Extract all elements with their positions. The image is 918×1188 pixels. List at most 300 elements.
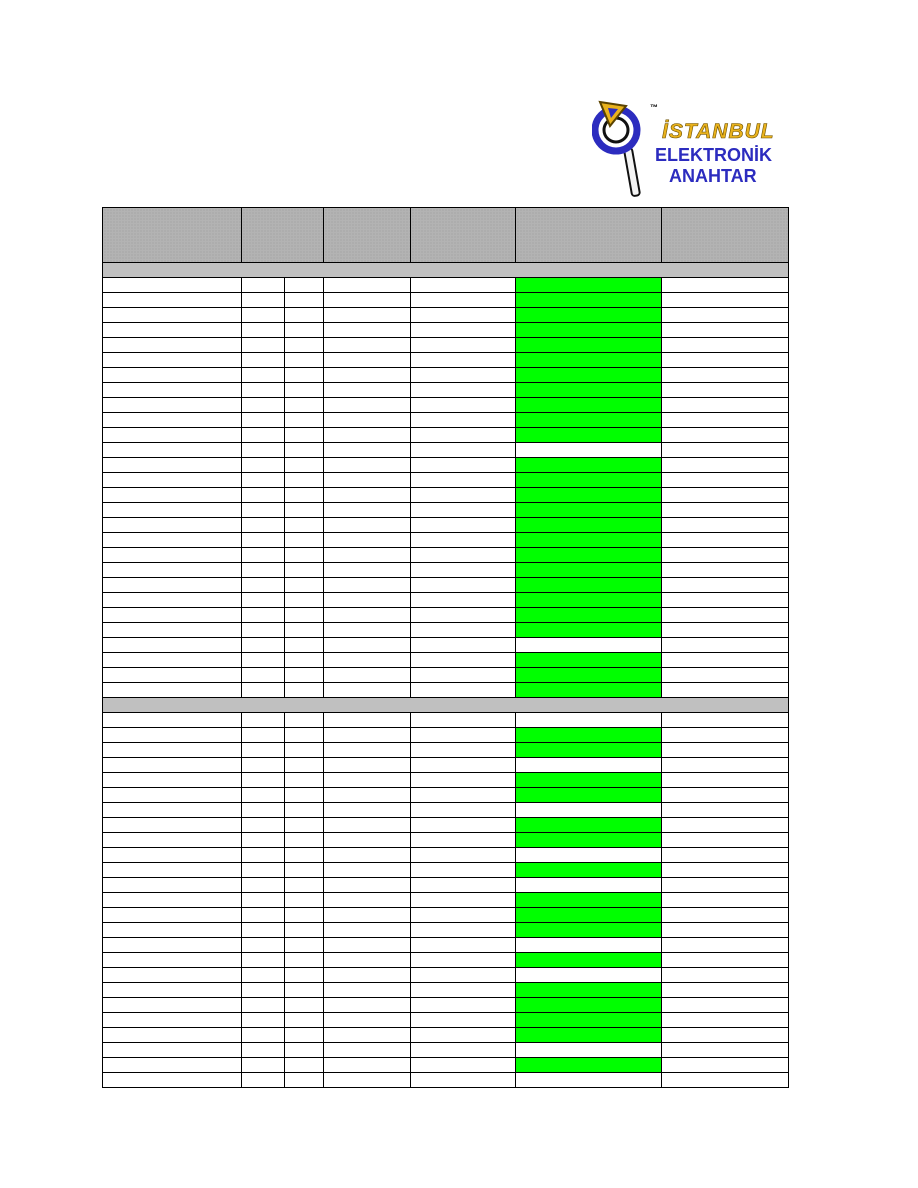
table-cell [285,578,324,593]
table-cell [242,1028,285,1043]
table-cell [103,773,242,788]
table-cell [324,968,411,983]
table-row [103,968,789,983]
header-cell [324,208,411,263]
table-cell [242,773,285,788]
status-cell-green [516,953,662,968]
table-cell [324,743,411,758]
table-cell [285,278,324,293]
table-cell [411,323,516,338]
table-cell [411,593,516,608]
table-cell [662,1073,789,1088]
table-cell [242,293,285,308]
table-cell [285,533,324,548]
table-cell [324,998,411,1013]
table-cell [411,713,516,728]
table-cell [411,788,516,803]
status-cell-green [516,338,662,353]
table-cell [411,1073,516,1088]
table-cell [411,518,516,533]
status-cell-green [516,533,662,548]
table-cell [324,278,411,293]
table-cell [242,1043,285,1058]
table-cell [242,893,285,908]
table-cell [411,293,516,308]
table-cell [411,368,516,383]
table-cell [662,1043,789,1058]
table-cell [411,758,516,773]
table-row [103,338,789,353]
table-row [103,908,789,923]
table-cell [242,968,285,983]
table-cell [103,353,242,368]
table-cell [285,488,324,503]
table-cell [242,578,285,593]
table-cell [285,518,324,533]
table-cell [662,773,789,788]
table-cell [324,488,411,503]
table-cell [411,803,516,818]
logo-text-istanbul: İSTANBUL [662,120,775,143]
status-cell-green [516,983,662,998]
table-cell [662,968,789,983]
table-cell [411,668,516,683]
header-cell [662,208,789,263]
table-cell [662,848,789,863]
table-cell [285,863,324,878]
table-cell [662,788,789,803]
table-cell [285,728,324,743]
table-cell [662,323,789,338]
status-cell-green [516,548,662,563]
table-cell [662,638,789,653]
istanbul-elektronik-anahtar-logo [592,96,782,200]
table-cell [324,848,411,863]
table-cell [324,938,411,953]
table-cell [242,278,285,293]
table-cell [662,473,789,488]
table-cell [242,1073,285,1088]
table-cell [411,833,516,848]
logo-text-elektronik: ELEKTRONİK [655,145,772,165]
table-cell [662,818,789,833]
table-cell [411,548,516,563]
table-cell [242,338,285,353]
table-cell [103,323,242,338]
table-cell [103,308,242,323]
table-cell [103,728,242,743]
table-cell [411,653,516,668]
table-cell [242,458,285,473]
table-cell [103,578,242,593]
table-cell [411,938,516,953]
table-cell [662,998,789,1013]
status-cell-green [516,503,662,518]
table-cell [324,833,411,848]
table-cell [285,563,324,578]
status-cell-green [516,323,662,338]
table-row [103,863,789,878]
table-cell [324,758,411,773]
table-cell [242,353,285,368]
table-cell [103,398,242,413]
table-cell [324,983,411,998]
table-cell [411,743,516,758]
status-cell-green [516,398,662,413]
table-row [103,368,789,383]
table-cell [662,623,789,638]
table-cell [324,533,411,548]
table-cell [242,983,285,998]
table-row [103,713,789,728]
status-cell-green [516,383,662,398]
table-cell [411,998,516,1013]
table-row [103,683,789,698]
section-header-cell [103,698,789,713]
status-cell-green [516,353,662,368]
table-cell [242,413,285,428]
table-cell [103,668,242,683]
table-cell [285,683,324,698]
table-cell [103,383,242,398]
table-cell [103,338,242,353]
status-cell-green [516,518,662,533]
table-cell [103,1043,242,1058]
table-cell [324,563,411,578]
table-cell [103,518,242,533]
table-cell [242,473,285,488]
table-cell [242,1058,285,1073]
table-cell [285,1058,324,1073]
table-cell [242,833,285,848]
table-cell [103,623,242,638]
table-row [103,788,789,803]
table-cell [285,923,324,938]
table-row [103,803,789,818]
table-cell [242,863,285,878]
status-cell-green [516,653,662,668]
table-cell [103,548,242,563]
table-cell [324,593,411,608]
table-cell [103,428,242,443]
table-cell [103,473,242,488]
table-cell [324,908,411,923]
table-cell [285,608,324,623]
table-cell [285,428,324,443]
table-cell [662,488,789,503]
table-cell [103,563,242,578]
table-cell [662,518,789,533]
table-cell [324,473,411,488]
table-cell [411,638,516,653]
table-row [103,563,789,578]
status-cell-green [516,1058,662,1073]
table-cell [411,848,516,863]
table-cell [242,323,285,338]
section-header-row [103,263,789,278]
table-cell [242,713,285,728]
table-cell [103,713,242,728]
header-cell [411,208,516,263]
table-cell [285,548,324,563]
table-cell [242,683,285,698]
table-cell [662,1058,789,1073]
table-cell [242,443,285,458]
table-cell [324,1013,411,1028]
status-cell-green [516,833,662,848]
table-row [103,893,789,908]
status-cell-green [516,743,662,758]
trademark-symbol: ™ [650,103,658,112]
status-cell-green [516,473,662,488]
table-cell [411,353,516,368]
status-cell-green [516,908,662,923]
table-cell [103,953,242,968]
status-cell-green [516,923,662,938]
table-cell [242,593,285,608]
table-cell [411,983,516,998]
table-cell [103,878,242,893]
table-cell [662,713,789,728]
table-cell [662,428,789,443]
table-cell [324,1058,411,1073]
status-cell [516,1043,662,1058]
table-cell [662,878,789,893]
table-cell [285,338,324,353]
table-cell [285,323,324,338]
table-cell [103,413,242,428]
table-cell [662,1028,789,1043]
table-cell [662,593,789,608]
table-cell [242,608,285,623]
table-cell [242,398,285,413]
table-cell [662,308,789,323]
table-cell [324,368,411,383]
table-cell [324,1028,411,1043]
section-header-cell [103,263,789,278]
table-cell [285,623,324,638]
table-row [103,833,789,848]
table-cell [285,848,324,863]
status-cell-green [516,428,662,443]
table-cell [242,308,285,323]
table-cell [103,788,242,803]
table-cell [242,383,285,398]
table-cell [324,428,411,443]
table-cell [285,413,324,428]
table-cell [411,533,516,548]
table-row [103,593,789,608]
table-cell [411,473,516,488]
table-cell [411,623,516,638]
status-cell-green [516,788,662,803]
table-cell [103,278,242,293]
header-cell [103,208,242,263]
table-cell [324,1073,411,1088]
table-cell [103,1073,242,1088]
status-cell [516,443,662,458]
table-cell [285,968,324,983]
table-row [103,653,789,668]
table-cell [324,293,411,308]
table-cell [662,578,789,593]
table-cell [411,503,516,518]
table-row [103,923,789,938]
table-cell [662,983,789,998]
table-cell [324,953,411,968]
table-cell [662,653,789,668]
table-cell [411,908,516,923]
table-cell [411,278,516,293]
table-cell [103,533,242,548]
table-row [103,278,789,293]
status-cell [516,803,662,818]
table-cell [285,443,324,458]
table-cell [103,863,242,878]
table-cell [411,488,516,503]
table-row [103,848,789,863]
table-cell [411,1028,516,1043]
table-cell [285,668,324,683]
status-cell-green [516,308,662,323]
table-cell [242,923,285,938]
table-cell [662,503,789,518]
table-cell [103,593,242,608]
table-cell [662,893,789,908]
table-row [103,608,789,623]
table-cell [324,413,411,428]
table-cell [103,758,242,773]
table-row [103,758,789,773]
table-cell [662,383,789,398]
table-cell [103,848,242,863]
table-cell [662,548,789,563]
section-header-row [103,698,789,713]
status-cell [516,638,662,653]
table-row [103,578,789,593]
table-cell [411,683,516,698]
status-cell [516,1073,662,1088]
status-cell-green [516,998,662,1013]
status-cell-green [516,413,662,428]
table-cell [662,338,789,353]
table-cell [285,638,324,653]
table-cell [411,923,516,938]
table-cell [662,398,789,413]
table-cell [662,923,789,938]
table-cell [242,803,285,818]
table-row [103,383,789,398]
table-cell [324,653,411,668]
table-cell [662,608,789,623]
table-cell [662,443,789,458]
table-row [103,503,789,518]
table-cell [103,743,242,758]
table-cell [242,428,285,443]
table-cell [103,488,242,503]
table-row [103,1013,789,1028]
table-cell [242,818,285,833]
table-cell [285,983,324,998]
table-row [103,323,789,338]
table-cell [324,788,411,803]
table-row [103,533,789,548]
table-cell [411,878,516,893]
table-row [103,743,789,758]
table-cell [324,503,411,518]
table-cell [662,458,789,473]
table-cell [411,608,516,623]
table-row [103,308,789,323]
table-cell [285,653,324,668]
table-cell [324,458,411,473]
table-cell [662,758,789,773]
table-cell [662,833,789,848]
status-cell-green [516,818,662,833]
table-cell [242,728,285,743]
status-cell-green [516,578,662,593]
table-cell [324,1043,411,1058]
table-cell [324,728,411,743]
table-cell [324,323,411,338]
table-cell [324,518,411,533]
table-cell [662,293,789,308]
status-cell-green [516,593,662,608]
table-cell [662,1013,789,1028]
table-cell [411,773,516,788]
status-cell [516,968,662,983]
table-cell [242,938,285,953]
table-cell [324,683,411,698]
table-row [103,1028,789,1043]
table-cell [285,1043,324,1058]
table-cell [285,893,324,908]
table-row [103,428,789,443]
table-cell [324,383,411,398]
table-row [103,983,789,998]
status-cell-green [516,668,662,683]
status-cell-green [516,563,662,578]
table-cell [324,893,411,908]
table-cell [242,533,285,548]
status-cell-green [516,1013,662,1028]
table-cell [411,1043,516,1058]
table-cell [285,908,324,923]
table-cell [285,758,324,773]
table-cell [103,1028,242,1043]
table-cell [242,638,285,653]
table-cell [103,683,242,698]
table-cell [411,398,516,413]
status-cell-green [516,368,662,383]
table-cell [411,563,516,578]
table-cell [411,428,516,443]
status-cell [516,938,662,953]
table-row [103,818,789,833]
table-cell [242,653,285,668]
table-cell [242,953,285,968]
table-cell [242,788,285,803]
table-cell [285,818,324,833]
table-cell [103,818,242,833]
table-cell [285,503,324,518]
table-cell [285,713,324,728]
table-cell [103,968,242,983]
table-cell [324,818,411,833]
table-cell [324,443,411,458]
table-cell [324,638,411,653]
table-row [103,728,789,743]
